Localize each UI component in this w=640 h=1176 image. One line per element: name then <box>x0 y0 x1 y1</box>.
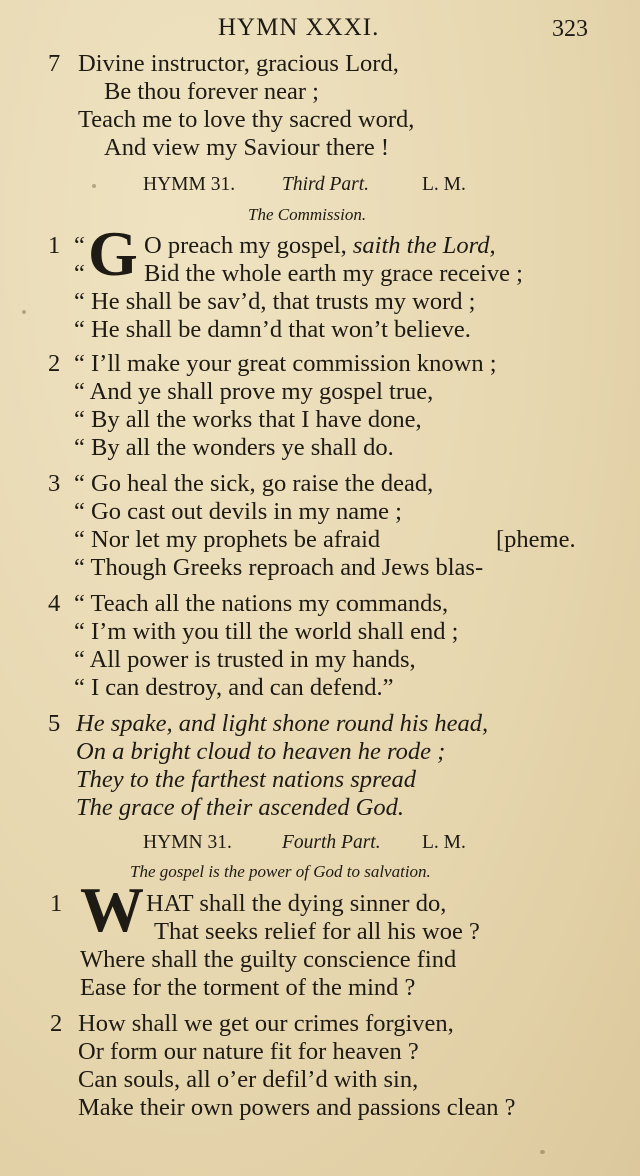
hymn-title-part: Third Part. <box>282 174 370 195</box>
paper-blemish <box>92 184 96 188</box>
stanza-number: 4 <box>48 590 61 617</box>
verse-line: He spake, and light shone round his head, <box>76 710 489 737</box>
verse-line: “ And ye shall prove my gospel true, <box>74 378 434 405</box>
stanza-number: 1 <box>50 890 63 917</box>
verse-line: Teach me to love thy sacred word, <box>78 106 415 133</box>
stanza-number: 3 <box>48 470 61 497</box>
stanza-number: 7 <box>48 50 61 77</box>
verse-line: Can souls, all o’er defil’d with sin, <box>78 1066 419 1093</box>
verse-line: The grace of their ascended God. <box>76 794 404 821</box>
verse-line: Where shall the guilty conscience find <box>80 946 457 973</box>
stanza-number: 2 <box>48 350 61 377</box>
hymn-title-name: HYMN 31. <box>143 832 232 853</box>
verse-line: “ By all the works that I have done, <box>74 406 422 433</box>
verse-line: Ease for the torment of the mind ? <box>80 974 416 1001</box>
stanza-number: 5 <box>48 710 61 737</box>
page-number: 323 <box>552 16 588 42</box>
turnover-word: [pheme. <box>496 526 576 553</box>
verse-italic-text: saith the Lord, <box>352 232 496 259</box>
verse-line: “ Go heal the sick, go raise the dead, <box>74 470 434 497</box>
verse-line: That seeks relief for all his woe ? <box>154 918 480 945</box>
stanza-number: 1 <box>48 232 61 259</box>
verse-line: They to the farthest nations spread <box>76 766 417 793</box>
verse-line: “ I’m with you till the world shall end ; <box>74 618 459 645</box>
verse-line: “ Nor let my prophets be afraid <box>74 526 381 553</box>
running-title: HYMN XXXI. <box>218 14 380 41</box>
verse-line: Bid the whole earth my grace receive ; <box>144 260 523 287</box>
drop-capital: G <box>88 218 138 289</box>
verse-line: Be thou forever near ; <box>104 78 319 105</box>
opening-quote: “ <box>74 232 85 259</box>
stanza-number: 2 <box>50 1010 63 1037</box>
verse-line: HAT shall the dying sinner do, <box>146 890 447 917</box>
hymn-title-name: HYMM 31. <box>143 174 236 195</box>
verse-text: O preach my gospel, <box>144 232 353 259</box>
verse-line: “ Though Greeks reproach and Jews blas- <box>74 554 484 581</box>
drop-capital: W <box>80 874 144 945</box>
verse-line: Make their own powers and passions clean ? <box>78 1094 516 1121</box>
verse-line: “ Go cast out devils in my name ; <box>74 498 402 525</box>
verse-line: “ By all the wonders ye shall do. <box>74 434 394 461</box>
hymn-title-meter: L. M. <box>422 832 466 853</box>
hymn-subtitle: The Commission. <box>248 205 367 224</box>
paper-blemish <box>22 310 26 314</box>
verse-line: “ All power is trusted in my hands, <box>74 646 416 673</box>
verse-line: “ He shall be sav’d, that trusts my word ; <box>74 288 476 315</box>
verse-line: “ Teach all the nations my commands, <box>74 590 449 617</box>
verse-line: And view my Saviour there ! <box>104 134 390 161</box>
verse-line <box>144 232 496 260</box>
opening-quote: “ <box>74 260 85 287</box>
hymn-subtitle: The gospel is the power of God to salvation. <box>130 862 431 881</box>
verse-line: Divine instructor, gracious Lord, <box>78 50 399 77</box>
verse-line: “ I’ll make your great commission known ; <box>74 350 497 377</box>
paper-blemish <box>540 1150 545 1154</box>
hymn-title-part: Fourth Part. <box>282 832 381 853</box>
hymn-title-meter: L. M. <box>422 174 466 195</box>
verse-line: “ He shall be damn’d that won’t believe. <box>74 316 471 343</box>
page-header <box>0 14 640 50</box>
verse-line: “ I can destroy, and can defend.” <box>74 674 394 701</box>
verse-line: Or form our nature fit for heaven ? <box>78 1038 419 1065</box>
verse-line: On a bright cloud to heaven he rode ; <box>76 738 446 765</box>
verse-line: How shall we get our crimes forgiven, <box>78 1010 454 1037</box>
